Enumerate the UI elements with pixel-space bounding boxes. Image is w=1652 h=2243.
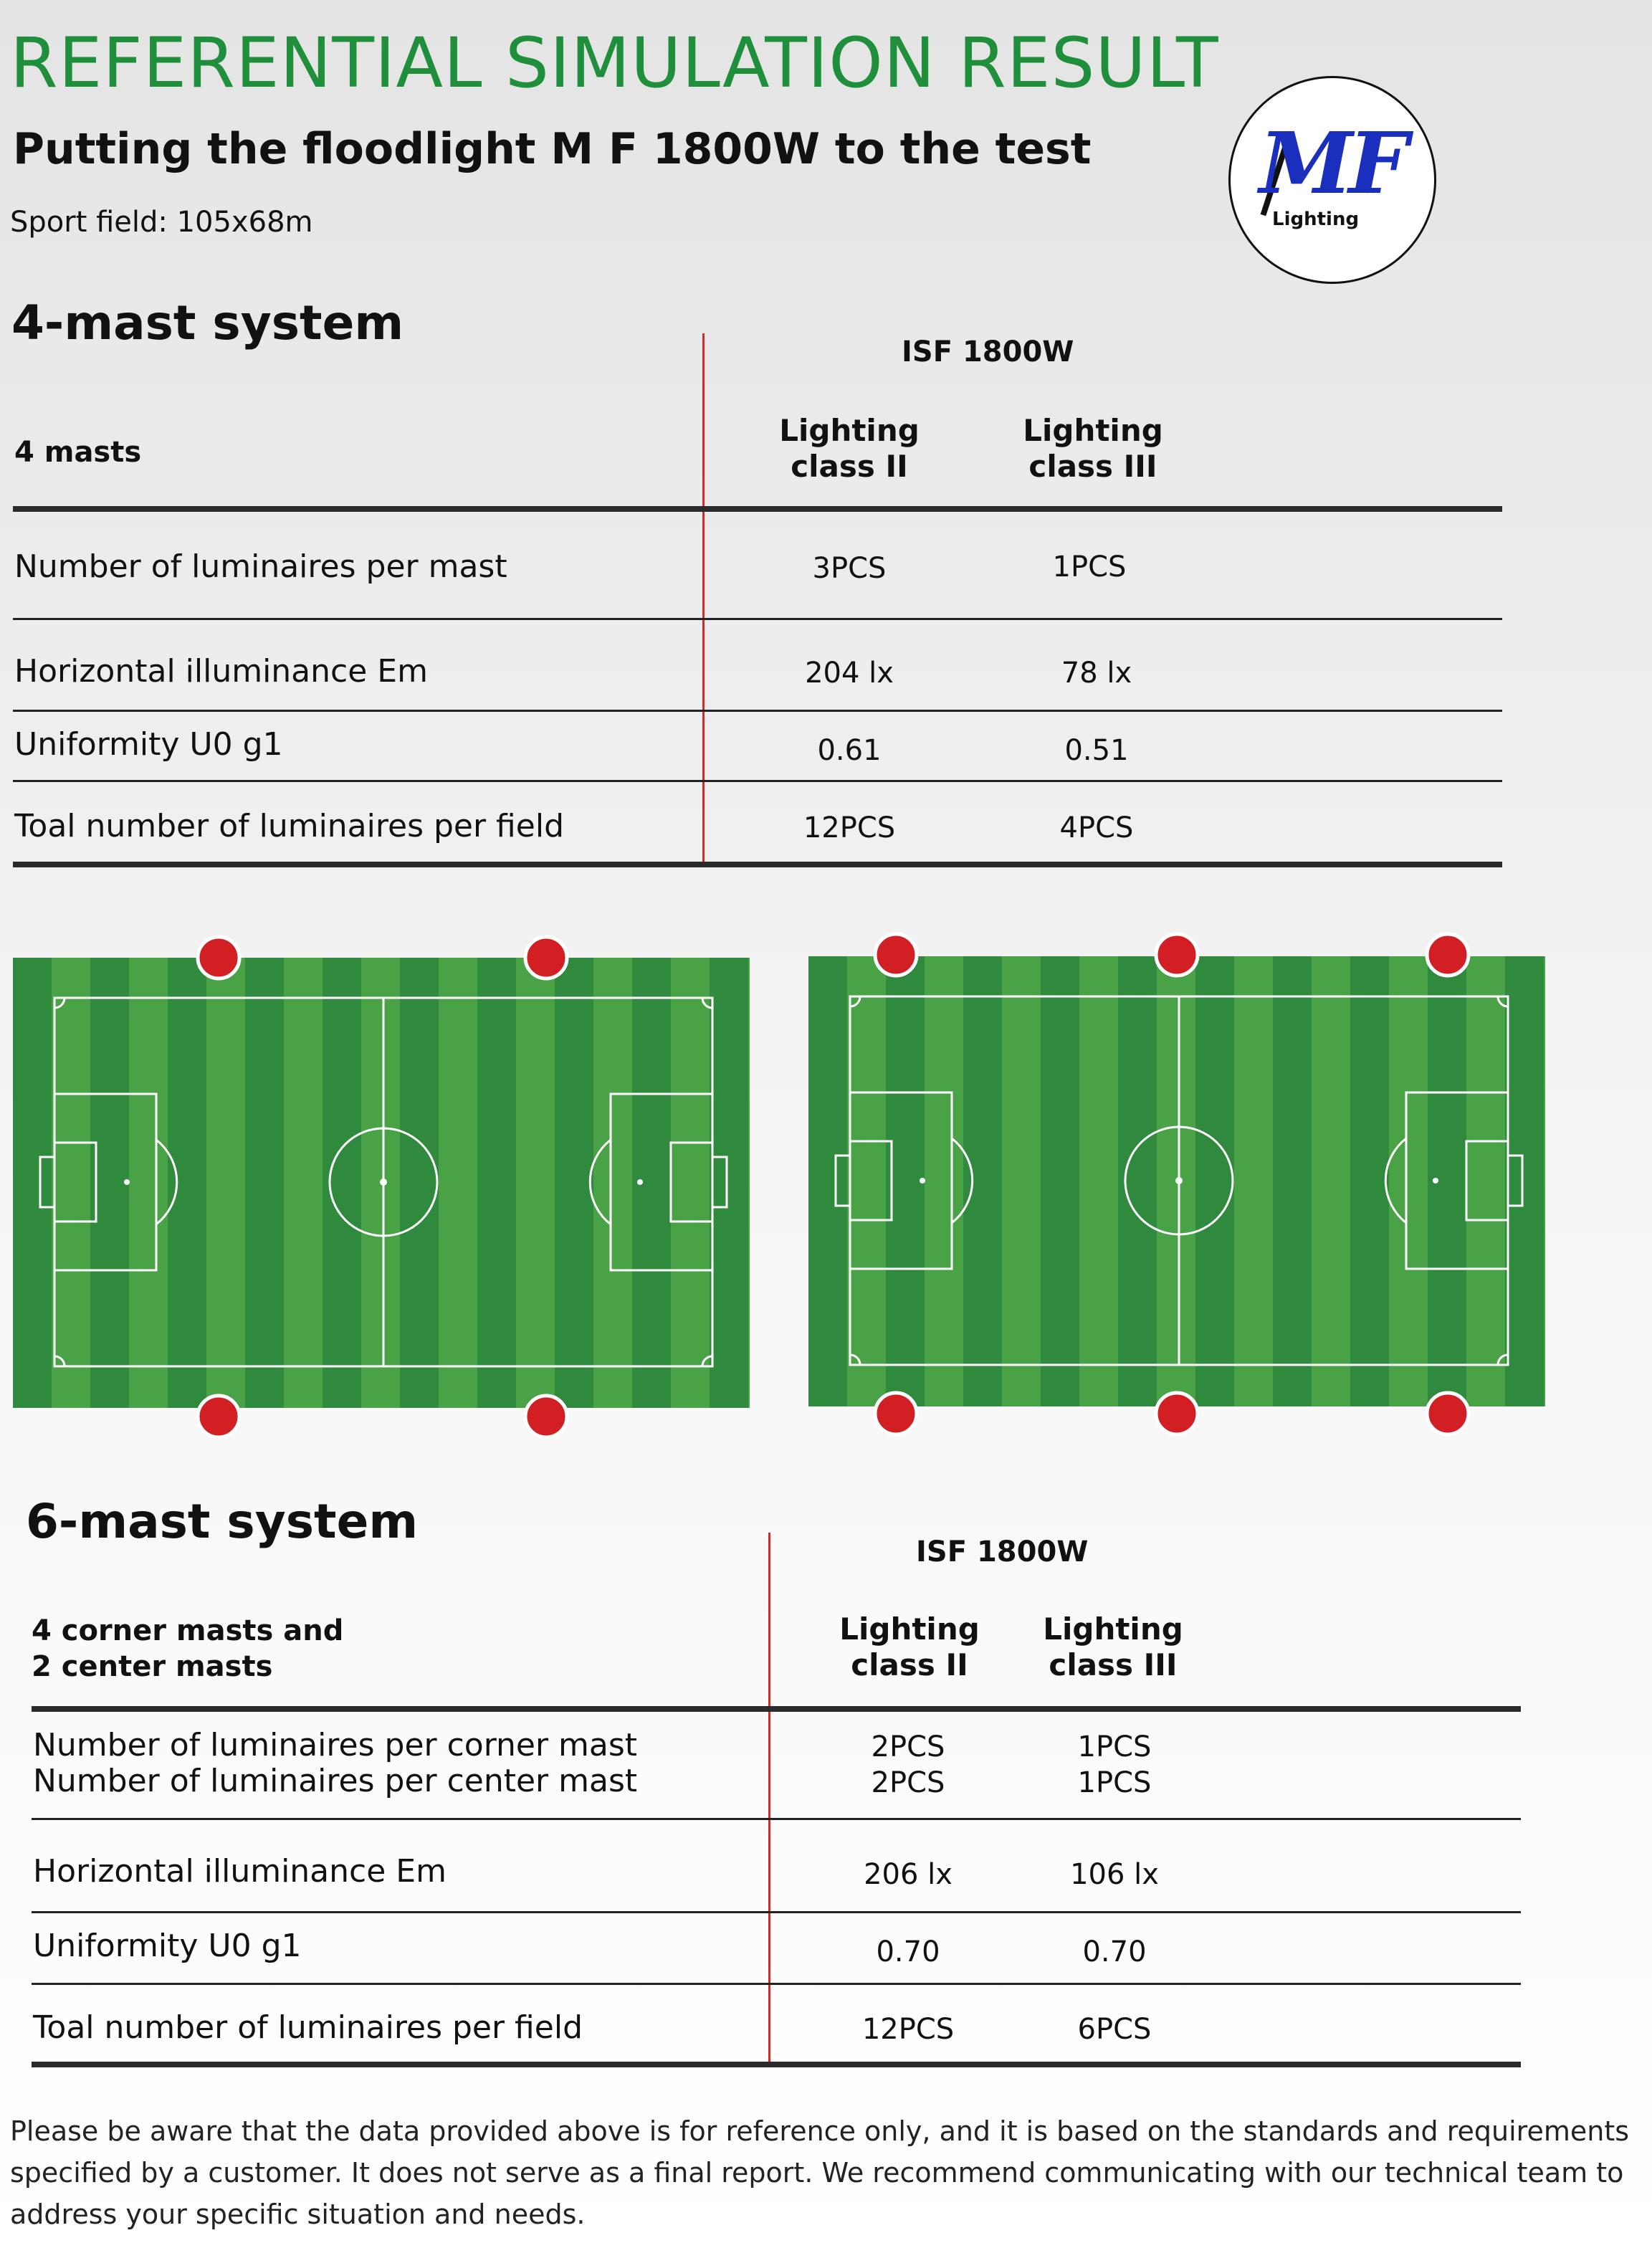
row-rule	[13, 780, 1502, 782]
col-header-class-3: Lighting class III	[1023, 413, 1163, 485]
mast-marker	[525, 1396, 567, 1437]
row-value: 0.51	[1064, 734, 1129, 767]
row-value: 3PCS	[812, 552, 887, 585]
mast-marker	[1427, 1393, 1469, 1434]
row-rule	[32, 1818, 1521, 1820]
row-value: 2PCS 2PCS	[871, 1730, 945, 1799]
row-label: Number of luminaires per mast	[14, 548, 507, 585]
pitch-6-mast	[808, 956, 1545, 1406]
product-header: ISF 1800W	[916, 1535, 1089, 1568]
row-value: 0.70	[876, 1935, 940, 1968]
mast-marker	[1156, 1393, 1198, 1434]
row-rule	[13, 618, 1502, 620]
pitch-4-mast	[13, 958, 750, 1408]
disclaimer-text: Please be aware that the data provided above is for reference only, and it is based on the standards and requirements specified by a customer. It does not serve as a final report. We recommend communicating with our technical team to address your specific situation and needs.	[10, 2115, 1630, 2230]
row-label: Uniformity U0 g1	[33, 1928, 302, 1964]
row-value: 106 lx	[1070, 1858, 1159, 1891]
row-value: 4PCS	[1059, 811, 1134, 844]
row-value: 0.61	[817, 734, 882, 767]
row-value: 1PCS	[1052, 551, 1127, 584]
row-label: Number of luminaires per corner mast Number of luminaires per center mast	[33, 1727, 638, 1799]
page-title: REFERENTIAL SIMULATION RESULT	[10, 23, 1219, 103]
logo-mark: MF	[1259, 113, 1405, 213]
row-rule	[32, 1911, 1521, 1913]
page-subtitle: Putting the floodlight M F 1800W to the test	[13, 124, 1092, 174]
row-header: 4 masts	[14, 436, 142, 469]
product-header: ISF 1800W	[902, 335, 1074, 368]
row-rule	[13, 710, 1502, 712]
logo-text: Lighting	[1272, 209, 1360, 230]
column-divider	[702, 333, 705, 864]
row-rule	[32, 1983, 1521, 1985]
row-header: 4 corner masts and 2 center masts	[32, 1614, 344, 1683]
mast-marker	[875, 1393, 917, 1434]
col-header-class-2: Lighting class II	[839, 1611, 980, 1683]
section-title: 4-mast system	[11, 295, 404, 351]
field-size: Sport field: 105x68m	[10, 206, 313, 239]
col-header-class-2: Lighting class II	[779, 413, 920, 485]
row-value: 204 lx	[805, 657, 894, 690]
mast-marker	[1427, 934, 1469, 976]
row-label: Toal number of luminaires per field	[14, 808, 564, 844]
mast-marker	[525, 937, 567, 978]
row-value: 1PCS 1PCS	[1077, 1730, 1152, 1799]
section-title: 6-mast system	[26, 1494, 419, 1549]
header-rule	[32, 1706, 1521, 1712]
row-value: 6PCS	[1077, 2013, 1152, 2046]
table-bottom-rule	[13, 862, 1502, 867]
mast-marker	[1156, 934, 1198, 976]
row-label: Horizontal illuminance Em	[14, 653, 428, 690]
row-value: 206 lx	[864, 1858, 952, 1891]
header-rule	[13, 506, 1502, 512]
mast-marker	[198, 937, 239, 978]
row-value: 78 lx	[1061, 657, 1132, 690]
pitch-diagrams	[0, 925, 1652, 1441]
mast-marker	[198, 1396, 239, 1437]
col-header-class-3: Lighting class III	[1043, 1611, 1183, 1683]
brand-logo	[1228, 76, 1436, 284]
row-label: Horizontal illuminance Em	[33, 1853, 447, 1890]
row-label: Uniformity U0 g1	[14, 726, 283, 763]
row-value: 12PCS	[803, 811, 896, 844]
row-label: Toal number of luminaires per field	[33, 2009, 583, 2046]
table-bottom-rule	[32, 2062, 1521, 2067]
row-value: 0.70	[1082, 1935, 1147, 1968]
mast-marker	[875, 934, 917, 976]
row-value: 12PCS	[861, 2013, 955, 2046]
